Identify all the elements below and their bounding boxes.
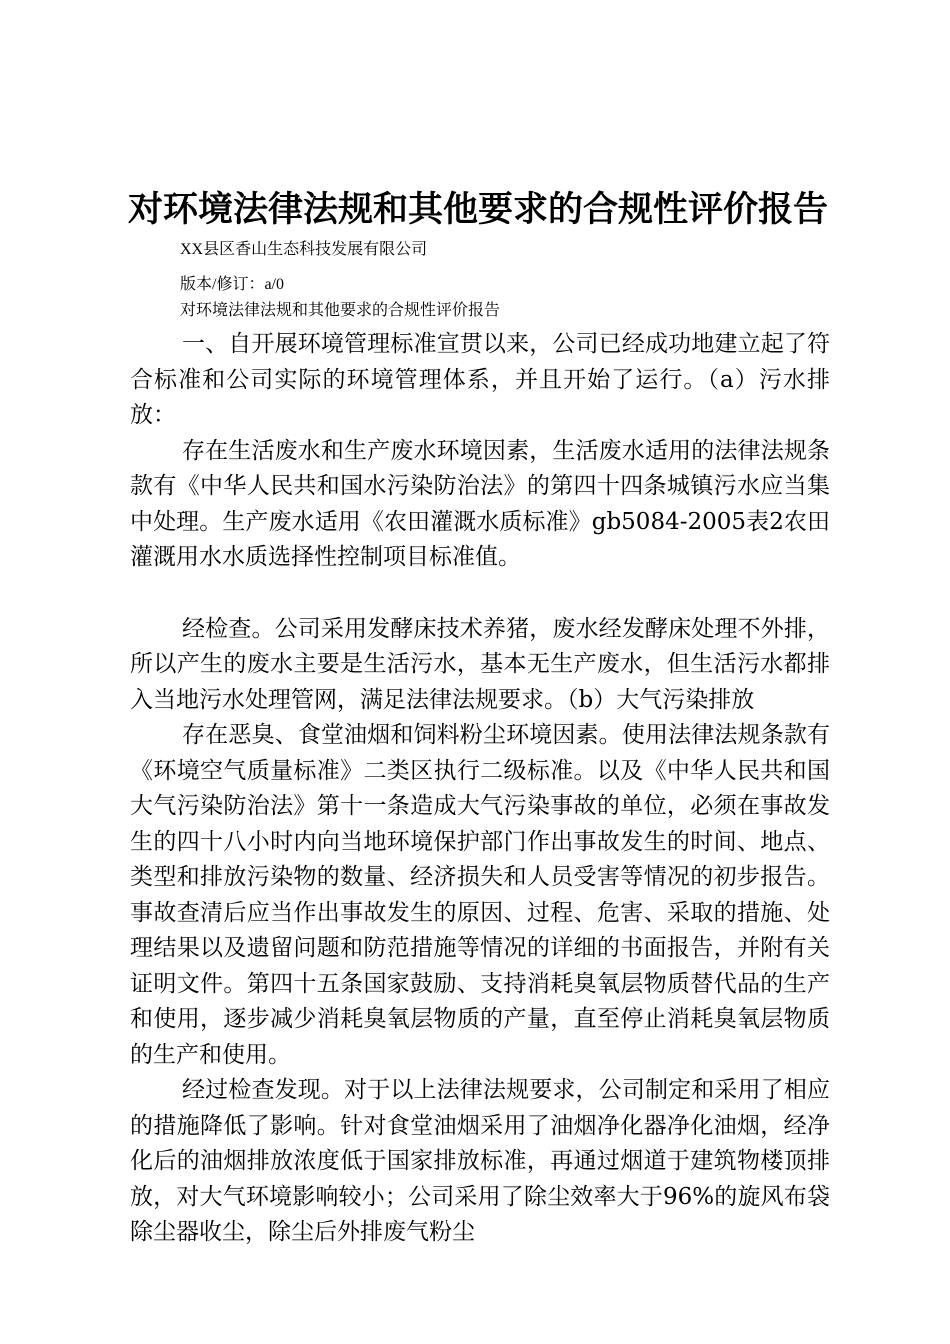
paragraph-wastewater-factors: 存在生活废水和生产废水环境因素，生活废水适用的法律法规条款有《中华人民共和国水污染防治法》的第四十四条城镇污水应当集中处理。生产废水适用《农田灌溉水质标准》gb5084-2005表2农田灌溉用水水质选择性控制项目标准值。 (130, 437, 830, 570)
company-name: XX县区香山生态科技发展有限公司 (180, 241, 428, 258)
document-body (130, 327, 830, 1251)
paragraph-air-factors: 存在恶臭、食堂油烟和饲料粉尘环境因素。使用法律法规条款有《环境空气质量标准》二类区执行二级标准。以及《中华人民共和国大气污染防治法》第十一条造成大气污染事故的单位，必须在事故发生的四十八小时内向当地环境保护部门作出事故发生的时间、地点、类型和排放污染物的数量、经济损失和人员受害等情况的初步报告。事故查清后应当作出事故发生的原因、过程、危害、采取的措施、处理结果以及遗留问题和防范措施等情况的详细的书面报告，并附有关证明文件。第四十五条国家鼓励、支持消耗臭氧层物质替代品的生产和使用，逐步减少消耗臭氧层物质的产量，直至停止消耗臭氧层物质的生产和使用。 (130, 722, 830, 1068)
paragraph-intro: 一、自开展环境管理标准宣贯以来，公司已经成功地建立起了符合标准和公司实际的环境管理体系，并且开始了运行。（a）污水排放： (130, 331, 830, 428)
paragraph-wastewater-check: 经检查。公司采用发酵床技术养猪，废水经发酵床处理不外排，所以产生的废水主要是生活污水，基本无生产废水，但生活污水都排入当地污水处理管网，满足法律法规要求。（b）大气污染排放 (130, 615, 830, 713)
paragraph-air-check: 经过检查发现。对于以上法律法规要求，公司制定和采用了相应的措施降低了影响。针对食堂油烟采用了油烟净化器净化油烟，经净化后的油烟排放浓度低于国家排放标准，再通过烟道于建筑物楼顶排放，对大气环境影响较小；公司采用了除尘效率大于96%的旋风布袋除尘器收尘，除尘后外排废气粉尘 (130, 1077, 830, 1245)
paragraph-gap (130, 576, 830, 612)
report-subtitle: 对环境法律法规和其他要求的合规性评价报告 (180, 302, 501, 319)
document-title: 对环境法律法规和其他要求的合规性评价报告 (128, 189, 829, 230)
version-line: 版本/修订：a/0 (180, 276, 284, 293)
